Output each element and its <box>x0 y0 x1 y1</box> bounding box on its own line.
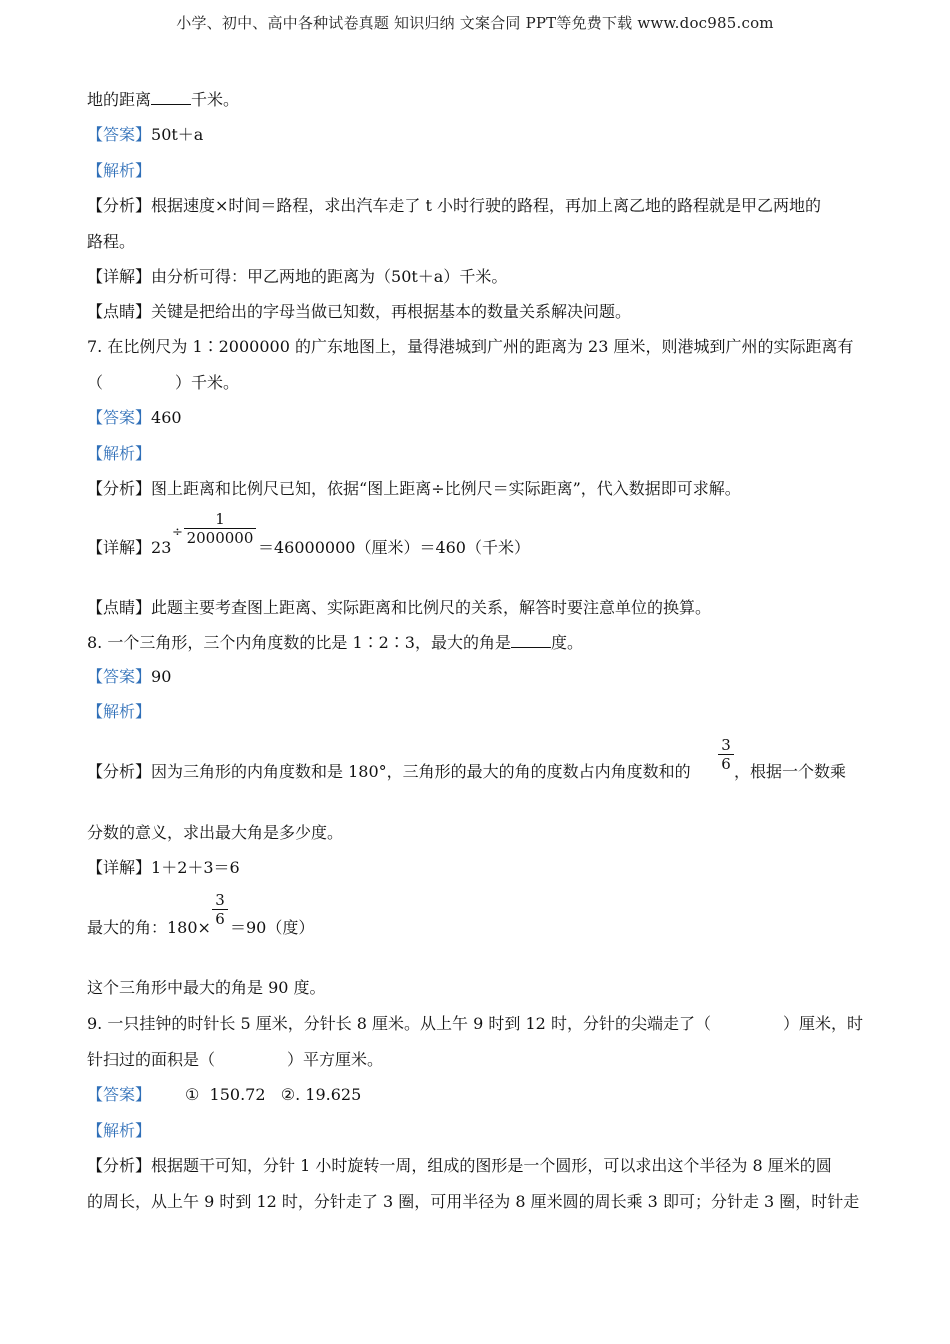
q7-paren-close: ）千米。 <box>175 373 240 392</box>
q9-answer <box>87 1085 361 1105</box>
q8-detail-2-pre: 最大的角：180× <box>87 918 211 937</box>
q9-answer-value: ① 150.72 ②. 19.625 <box>185 1085 362 1104</box>
q8-jiexi <box>87 702 151 722</box>
q9-analysis-1: 根据题干可知，分针 1 小时旋转一周，组成的图形是一个圆形，可以求出这个半径为 8 厘米的圆 <box>151 1156 832 1175</box>
q6-cont-before: 地的距离 <box>87 90 152 109</box>
q8-stem <box>87 633 583 653</box>
answer-tag: 【答案】 <box>87 1085 152 1104</box>
q8-stem-after: 度。 <box>550 633 583 652</box>
q8-frac2-den: 6 <box>215 910 225 928</box>
q6-continuation <box>87 90 239 110</box>
q6-detail <box>87 267 507 287</box>
q8-frac1-num: 3 <box>721 736 731 754</box>
jiexi-tag: 【解析】 <box>87 1121 152 1140</box>
q7-detail-post: ＝46000000（厘米）＝460（千米） <box>258 538 530 557</box>
fenxi-tag: 【分析】 <box>87 479 152 498</box>
xiangjie-tag: 【详解】 <box>87 538 152 557</box>
dianjing-tag: 【点睛】 <box>87 598 152 617</box>
q8-fraction-1 <box>718 736 734 773</box>
q9-stem-2-tail: ）平方厘米。 <box>287 1050 384 1069</box>
q6-answer-value: 50t＋a <box>151 125 204 144</box>
q8-detail-1-text: 1＋2＋3＝6 <box>151 858 240 877</box>
q8-conclusion: 这个三角形中最大的角是 90 度。 <box>87 978 326 997</box>
q7-detail <box>87 538 171 558</box>
xiangjie-tag: 【详解】 <box>87 267 152 286</box>
answer-blank <box>151 90 191 105</box>
q8-analysis-line1 <box>87 762 691 782</box>
q7-answer-value: 460 <box>151 408 182 427</box>
q8-detail-2-post: ＝90（度） <box>230 918 315 937</box>
q6-analysis-line1 <box>87 196 821 216</box>
q9-analysis-line1 <box>87 1156 832 1176</box>
q6-analysis-line2: 路程。 <box>87 232 136 251</box>
answer-tag: 【答案】 <box>87 408 152 427</box>
answer-tag: 【答案】 <box>87 125 152 144</box>
q9-stem-1: 9. 一只挂钟的时针长 5 厘米，分针长 8 厘米。从上午 9 时到 12 时，分针的尖端走了（ <box>87 1014 711 1033</box>
fenxi-tag: 【分析】 <box>87 762 152 781</box>
jiexi-tag: 【解析】 <box>87 444 152 463</box>
q6-answer <box>87 125 203 145</box>
q8-analysis-line2: 分数的意义，求出最大角是多少度。 <box>87 823 344 842</box>
q7-stem-line1: 7. 在比例尺为 1∶2000000 的广东地图上，量得港城到广州的距离为 23 厘米，则港城到广州的实际距离有 <box>87 337 854 356</box>
xiangjie-tag: 【详解】 <box>87 858 152 877</box>
fenxi-tag: 【分析】 <box>87 1156 152 1175</box>
q9-stem-2: 针扫过的面积是（ <box>87 1050 216 1069</box>
q7-key-point <box>87 598 711 618</box>
q8-analysis-1-tail: ，根据一个数乘 <box>734 762 847 781</box>
q8-answer <box>87 667 171 687</box>
q9-jiexi <box>87 1121 151 1141</box>
q7-analysis <box>87 479 741 499</box>
q9-analysis-line2: 的周长，从上午 9 时到 12 时，分针走了 3 圈，可用半径为 8 厘米圆的周长乘 3 即可；分针走 3 圈，时针走 <box>87 1192 860 1211</box>
fenxi-tag: 【分析】 <box>87 196 152 215</box>
q8-analysis-1: 因为三角形的内角度数和是 180°，三角形的最大的角的度数占内角度数和的 <box>151 762 691 781</box>
q7-key-point-text: 此题主要考查图上距离、实际距离和比例尺的关系，解答时要注意单位的换算。 <box>151 598 712 617</box>
q6-jiexi <box>87 161 151 181</box>
q7-jiexi <box>87 444 151 464</box>
page-header: 小学、初中、高中各种试卷真题 知识归纳 文案合同 PPT等免费下载 www.doc985.com <box>176 14 774 32</box>
q8-frac2-num: 3 <box>215 891 225 909</box>
q6-detail-text: 由分析可得：甲乙两地的距离为（50t＋a）千米。 <box>151 267 508 286</box>
jiexi-tag: 【解析】 <box>87 161 152 180</box>
q8-detail-1 <box>87 858 240 878</box>
q7-paren-open: （ <box>87 373 104 392</box>
q7-frac-num: 1 <box>215 510 225 528</box>
q9-stem-1-tail: ）厘米，时 <box>782 1014 863 1033</box>
q6-analysis-1: 根据速度×时间＝路程，求出汽车走了 t 小时行驶的路程，再加上离乙地的路程就是甲乙两地的 <box>151 196 822 215</box>
q9-stem-line2 <box>87 1050 383 1070</box>
q7-division-sign: ÷ <box>172 525 183 540</box>
q6-key-point-text: 关键是把给出的字母当做已知数，再根据基本的数量关系解决问题。 <box>151 302 632 321</box>
q8-frac1-den: 6 <box>721 755 731 773</box>
answer-blank <box>511 633 551 648</box>
q9-stem-line1 <box>87 1014 863 1034</box>
q7-fraction <box>184 510 256 547</box>
answer-tag: 【答案】 <box>87 667 152 686</box>
jiexi-tag: 【解析】 <box>87 702 152 721</box>
q7-stem-line2 <box>87 373 239 393</box>
q7-answer <box>87 408 182 428</box>
q8-fraction-2 <box>212 891 228 928</box>
q7-analysis-text: 图上距离和比例尺已知，依据“图上距离÷比例尺＝实际距离”，代入数据即可求解。 <box>151 479 741 498</box>
q8-stem-before: 8. 一个三角形，三个内角度数的比是 1∶2∶3，最大的角是 <box>87 633 511 652</box>
q6-cont-after: 千米。 <box>191 90 240 109</box>
q8-answer-value: 90 <box>151 667 172 686</box>
q6-key-point <box>87 302 631 322</box>
q7-frac-den: 2000000 <box>186 529 254 547</box>
dianjing-tag: 【点睛】 <box>87 302 152 321</box>
q7-detail-pre: 23 <box>151 538 172 557</box>
